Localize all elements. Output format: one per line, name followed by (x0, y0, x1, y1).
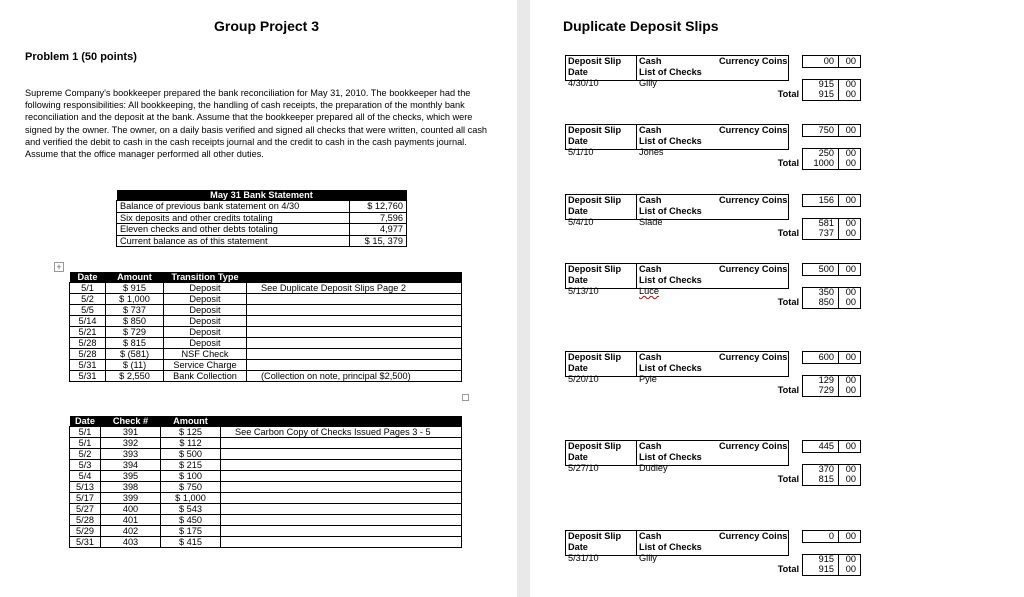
checks-cents: 00 (845, 375, 856, 385)
date-cell: 5/28 (70, 349, 106, 360)
amount-cell: $ 500 (161, 449, 221, 460)
checks-cents: 00 (845, 554, 856, 564)
note-cell (247, 349, 462, 360)
date-label: Date (568, 136, 588, 146)
check-number-cell: 402 (101, 526, 161, 537)
amount-cell: $ 915 (106, 283, 164, 294)
slip-date: 5/13/10 (568, 286, 599, 296)
deposit-slip (565, 263, 861, 307)
amount-cell: $ (11) (106, 360, 164, 371)
cash-cents: 00 (845, 195, 856, 205)
date-cell: 5/28 (70, 515, 101, 526)
deposit-slip (565, 124, 861, 168)
amount-cell: $ 750 (161, 482, 221, 493)
currency-coins-label: Currency Coins (719, 264, 788, 274)
type-header: Transition Type (164, 272, 247, 283)
list-of-checks-label: List of Checks (639, 206, 702, 216)
check-number-cell: 395 (101, 471, 161, 482)
list-of-checks-label: List of Checks (639, 275, 702, 285)
statement-row (117, 201, 407, 213)
table-row (70, 526, 462, 537)
date-cell: 5/29 (70, 526, 101, 537)
type-cell: Deposit (164, 294, 247, 305)
cash-label: Cash (639, 531, 662, 541)
amount-cell: $ 543 (161, 504, 221, 515)
total-cents: 00 (845, 228, 856, 238)
deposit-slip-label: Deposit Slip (568, 56, 622, 66)
checks-dollars: 250 (818, 148, 834, 158)
statement-row (117, 235, 407, 247)
date-cell: 5/2 (70, 294, 106, 305)
table-row (70, 449, 462, 460)
type-cell: Deposit (164, 316, 247, 327)
statement-header: May 31 Bank Statement (117, 190, 407, 201)
date-header: Date (70, 416, 101, 427)
date-label: Date (568, 67, 588, 77)
table-row (70, 438, 462, 449)
checks-table (69, 416, 462, 548)
cash-label: Cash (639, 125, 662, 135)
depositor-name: Luce (639, 286, 659, 296)
table-row (70, 305, 462, 316)
type-cell: Deposit (164, 338, 247, 349)
total-cents: 00 (845, 385, 856, 395)
amount-header: Amount (161, 416, 221, 427)
total-dollars: 815 (818, 474, 834, 484)
check-number-cell: 393 (101, 449, 161, 460)
currency-coins-label: Currency Coins (719, 56, 788, 66)
bank-statement-table (116, 190, 407, 247)
note-cell (247, 305, 462, 316)
type-cell: Deposit (164, 283, 247, 294)
note-cell (221, 460, 462, 471)
statement-amount: 7,596 (350, 212, 407, 224)
date-cell: 5/27 (70, 504, 101, 515)
deposit-slip-label: Deposit Slip (568, 125, 622, 135)
checks-dollars: 915 (818, 79, 834, 89)
amount-cell: $ 215 (161, 460, 221, 471)
deposit-slip (565, 55, 861, 99)
note-cell (221, 471, 462, 482)
statement-amount: 4,977 (350, 224, 407, 236)
total-dollars: 915 (818, 89, 834, 99)
note-cell (247, 338, 462, 349)
type-cell: Deposit (164, 305, 247, 316)
table-row (70, 460, 462, 471)
cash-label: Cash (639, 56, 662, 66)
note-cell (247, 316, 462, 327)
date-cell: 5/31 (70, 537, 101, 548)
date-cell: 5/2 (70, 449, 101, 460)
cash-label: Cash (639, 352, 662, 362)
amount-cell: $ 2,550 (106, 371, 164, 382)
statement-label: Eleven checks and other debts totaling (117, 224, 350, 236)
statement-label: Six deposits and other credits totaling (117, 212, 350, 224)
note-header (247, 272, 462, 283)
check-number-cell: 401 (101, 515, 161, 526)
depositor-name: Dudley (639, 463, 668, 473)
date-cell: 5/4 (70, 471, 101, 482)
amount-header: Amount (106, 272, 164, 283)
note-cell (221, 515, 462, 526)
amount-cell: $ 850 (106, 316, 164, 327)
checks-dollars: 129 (818, 375, 834, 385)
cash-cents: 00 (845, 352, 856, 362)
check-number-cell: 391 (101, 427, 161, 438)
statement-amount: $ 12,760 (350, 201, 407, 213)
checks-cents: 00 (845, 464, 856, 474)
date-label: Date (568, 542, 588, 552)
total-dollars: 729 (818, 385, 834, 395)
amount-cell: $ 815 (106, 338, 164, 349)
cash-label: Cash (639, 195, 662, 205)
note-cell (221, 537, 462, 548)
table-row (70, 294, 462, 305)
note-cell (247, 294, 462, 305)
checks-cents: 00 (845, 287, 856, 297)
cash-cents: 00 (845, 531, 856, 541)
total-dollars: 1000 (813, 158, 834, 168)
amount-cell: $ 415 (161, 537, 221, 548)
checks-dollars: 350 (818, 287, 834, 297)
total-label: Total (777, 228, 799, 238)
note-cell: (Collection on note, principal $2,500) (247, 371, 462, 382)
depositor-name: Jones (639, 147, 664, 157)
total-label: Total (777, 297, 799, 307)
date-cell: 5/5 (70, 305, 106, 316)
deposit-slip-label: Deposit Slip (568, 531, 622, 541)
table-move-handle-icon[interactable]: + (54, 262, 64, 272)
amount-cell: $ 1,000 (106, 294, 164, 305)
note-cell (221, 449, 462, 460)
note-cell (221, 482, 462, 493)
depositor-name: Pyle (639, 374, 657, 384)
date-cell: 5/28 (70, 338, 106, 349)
total-cents: 00 (845, 158, 856, 168)
total-label: Total (777, 564, 799, 574)
depositor-name: Slade (639, 217, 663, 227)
note-cell (221, 438, 462, 449)
date-label: Date (568, 363, 588, 373)
type-cell: NSF Check (164, 349, 247, 360)
cash-cents: 00 (845, 125, 856, 135)
deposit-slip-label: Deposit Slip (568, 352, 622, 362)
table-row (70, 471, 462, 482)
deposit-slip (565, 351, 861, 395)
transactions-table (69, 272, 462, 382)
check-number-cell: 398 (101, 482, 161, 493)
checks-cents: 00 (845, 218, 856, 228)
date-cell: 5/3 (70, 460, 101, 471)
statement-label: Current balance as of this statement (117, 235, 350, 247)
table-row (70, 349, 462, 360)
list-of-checks-label: List of Checks (639, 136, 702, 146)
table-row (70, 283, 462, 294)
date-cell: 5/31 (70, 371, 106, 382)
table-resize-handle[interactable] (462, 394, 469, 401)
note-cell: See Duplicate Deposit Slips Page 2 (247, 283, 462, 294)
total-dollars: 915 (818, 564, 834, 574)
currency-coins-label: Currency Coins (719, 125, 788, 135)
statement-row (117, 224, 407, 236)
table-row (70, 537, 462, 548)
cash-dollars: 500 (818, 264, 834, 274)
cash-cents: 00 (845, 441, 856, 451)
page-gap (520, 0, 530, 597)
table-row (70, 504, 462, 515)
amount-cell: $ 100 (161, 471, 221, 482)
table-row (70, 371, 462, 382)
table-row (70, 427, 462, 438)
note-cell (221, 504, 462, 515)
checks-dollars: 915 (818, 554, 834, 564)
deposit-slip (565, 194, 861, 238)
currency-coins-label: Currency Coins (719, 352, 788, 362)
table-row (70, 316, 462, 327)
currency-coins-label: Currency Coins (719, 531, 788, 541)
check-number-cell: 400 (101, 504, 161, 515)
total-cents: 00 (845, 89, 856, 99)
total-dollars: 850 (818, 297, 834, 307)
total-cents: 00 (845, 474, 856, 484)
cash-dollars: 600 (818, 352, 834, 362)
slip-date: 5/31/10 (568, 553, 599, 563)
check-number-cell: 392 (101, 438, 161, 449)
currency-coins-label: Currency Coins (719, 441, 788, 451)
date-label: Date (568, 206, 588, 216)
type-cell: Service Charge (164, 360, 247, 371)
slip-date: 5/1/10 (568, 147, 594, 157)
table-row (70, 327, 462, 338)
amount-cell: $ 175 (161, 526, 221, 537)
cash-label: Cash (639, 441, 662, 451)
total-dollars: 737 (818, 228, 834, 238)
table-row (70, 482, 462, 493)
date-cell: 5/1 (70, 438, 101, 449)
type-cell: Deposit (164, 327, 247, 338)
table-row (70, 493, 462, 504)
total-label: Total (777, 158, 799, 168)
slip-date: 5/27/10 (568, 463, 599, 473)
table-row (70, 515, 462, 526)
statement-amount: $ 15, 379 (350, 235, 407, 247)
checks-dollars: 370 (818, 464, 834, 474)
amount-cell: $ 125 (161, 427, 221, 438)
check-number-cell: 403 (101, 537, 161, 548)
deposit-slips-title: Duplicate Deposit Slips (563, 18, 719, 34)
problem-paragraph: Supreme Company's bookkeeper prepared the bank reconciliation for May 31, 2010. The bookkeeper had the following responsibilities: All bookkeeping, the handling of cash receipts, the preparation of the monthly bank reconciliation and the deposit at the bank. Assume that the bookkeeper prepared all of the checks, which were signed by the owner. The owner, on a daily basis verified and signed all checks that were written, counted all cash and verified the debit to cash in the cash receipts journal and the credit to cash in the cash payments journal. Assume that the office manager performed all other duties. (25, 88, 488, 160)
total-cents: 00 (845, 297, 856, 307)
deposit-slip-label: Deposit Slip (568, 195, 622, 205)
amount-cell: $ 112 (161, 438, 221, 449)
checks-cents: 00 (845, 79, 856, 89)
note-cell: See Carbon Copy of Checks Issued Pages 3 - 5 (221, 427, 462, 438)
amount-cell: $ 450 (161, 515, 221, 526)
amount-cell: $ 737 (106, 305, 164, 316)
date-cell: 5/1 (70, 283, 106, 294)
deposit-slip (565, 530, 861, 574)
table-row (70, 360, 462, 371)
cash-dollars: 00 (823, 56, 834, 66)
date-cell: 5/31 (70, 360, 106, 371)
check-number-header: Check # (101, 416, 161, 427)
slip-date: 5/4/10 (568, 217, 594, 227)
problem-heading: Problem 1 (50 points) (25, 51, 137, 63)
statement-row (117, 212, 407, 224)
date-cell: 5/14 (70, 316, 106, 327)
deposit-slip-label: Deposit Slip (568, 264, 622, 274)
statement-label: Balance of previous bank statement on 4/30 (117, 201, 350, 213)
depositor-name: Gilly (639, 78, 657, 88)
currency-coins-label: Currency Coins (719, 195, 788, 205)
note-cell (247, 360, 462, 371)
date-cell: 5/21 (70, 327, 106, 338)
type-cell: Bank Collection (164, 371, 247, 382)
total-label: Total (777, 474, 799, 484)
amount-cell: $ 1,000 (161, 493, 221, 504)
cash-label: Cash (639, 264, 662, 274)
list-of-checks-label: List of Checks (639, 542, 702, 552)
total-label: Total (777, 385, 799, 395)
amount-cell: $ 729 (106, 327, 164, 338)
deposit-slip-label: Deposit Slip (568, 441, 622, 451)
date-cell: 5/17 (70, 493, 101, 504)
total-cents: 00 (845, 564, 856, 574)
note-cell (221, 526, 462, 537)
cash-dollars: 0 (828, 531, 834, 541)
depositor-name: Gilly (639, 553, 657, 563)
date-label: Date (568, 452, 588, 462)
cash-dollars: 750 (818, 125, 834, 135)
checks-dollars: 581 (818, 218, 834, 228)
list-of-checks-label: List of Checks (639, 363, 702, 373)
cash-cents: 00 (845, 264, 856, 274)
page-title: Group Project 3 (214, 18, 320, 34)
cash-dollars: 156 (818, 195, 834, 205)
cash-cents: 00 (845, 56, 856, 66)
list-of-checks-label: List of Checks (639, 67, 702, 77)
slip-date: 5/20/10 (568, 374, 599, 384)
checks-cents: 00 (845, 148, 856, 158)
total-label: Total (777, 89, 799, 99)
check-number-cell: 399 (101, 493, 161, 504)
slip-date: 4/30/10 (568, 78, 599, 88)
note-cell (247, 327, 462, 338)
table-row (70, 338, 462, 349)
date-cell: 5/1 (70, 427, 101, 438)
date-label: Date (568, 275, 588, 285)
check-number-cell: 394 (101, 460, 161, 471)
list-of-checks-label: List of Checks (639, 452, 702, 462)
date-header: Date (70, 272, 106, 283)
amount-cell: $ (581) (106, 349, 164, 360)
cash-dollars: 445 (818, 441, 834, 451)
note-cell (221, 493, 462, 504)
note-header (221, 416, 462, 427)
date-cell: 5/13 (70, 482, 101, 493)
deposit-slip (565, 440, 861, 484)
